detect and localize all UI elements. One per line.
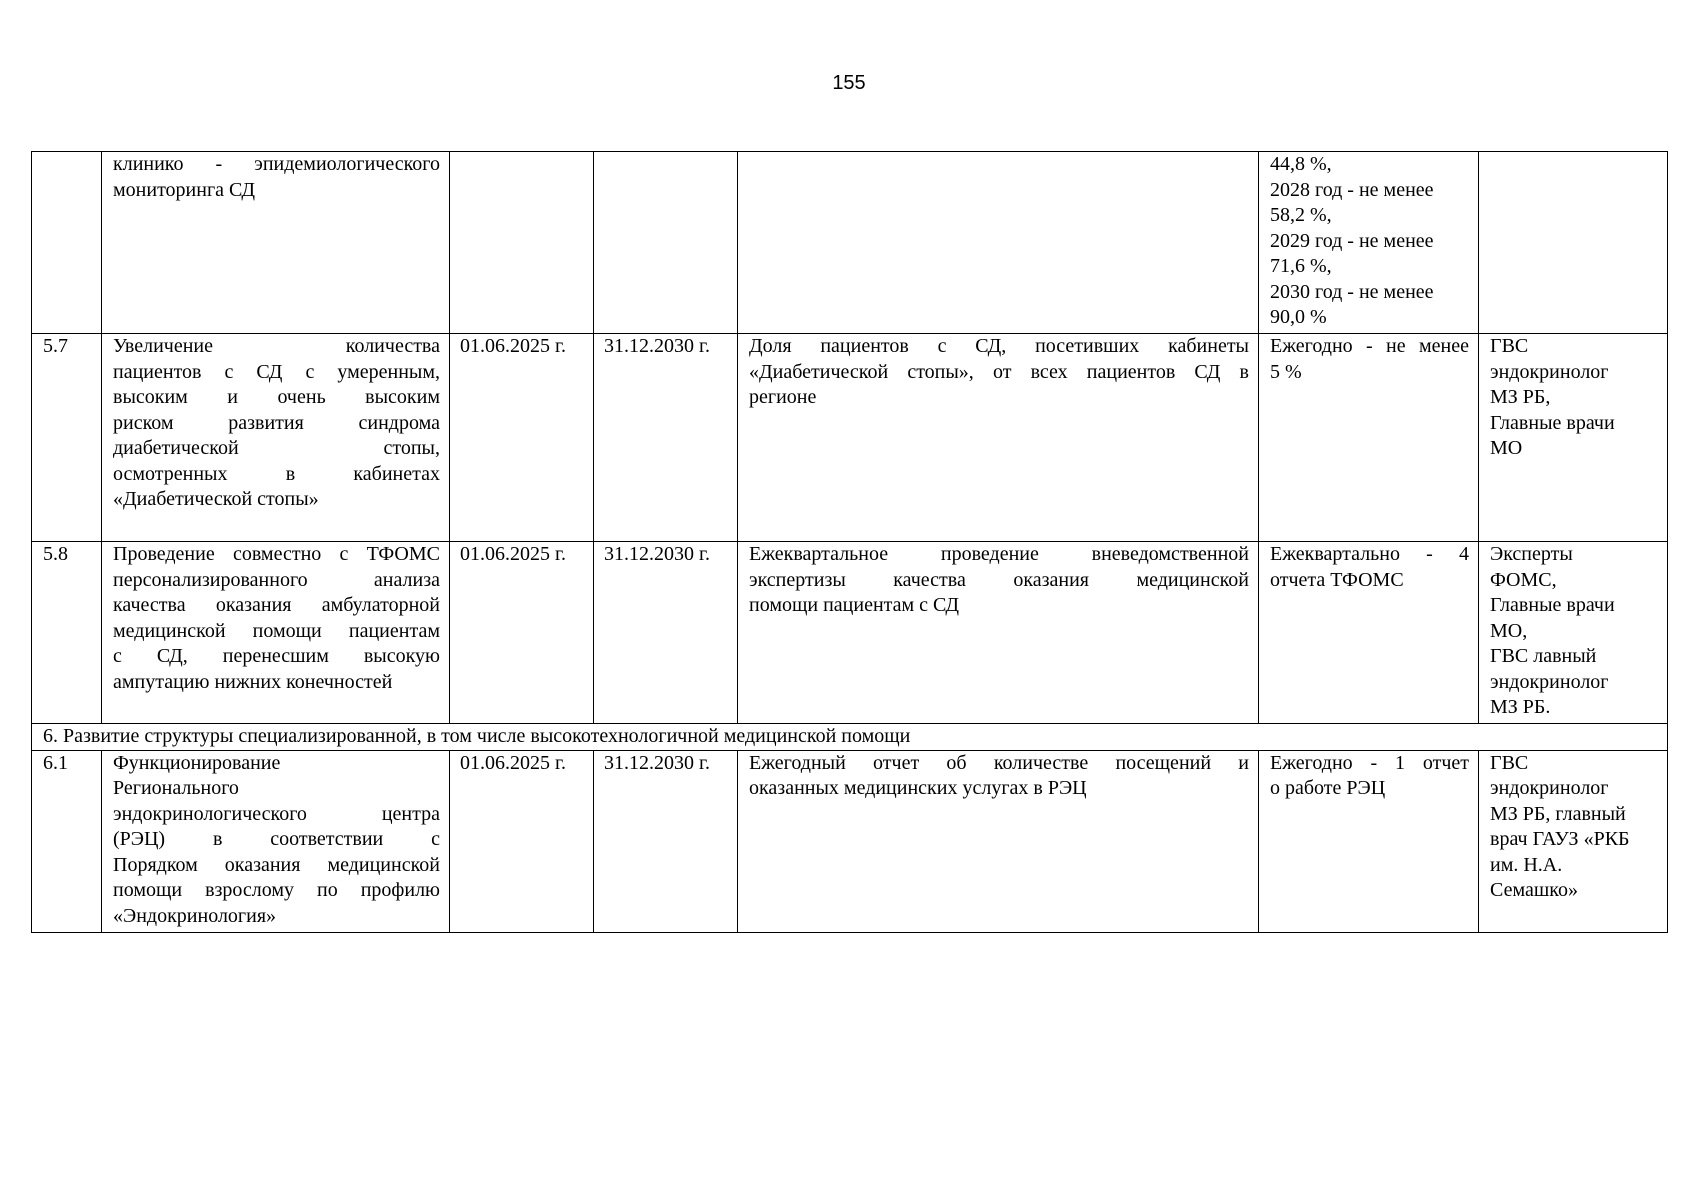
text-line: ампутацию нижних конечностей <box>113 670 393 693</box>
text-line: Ежеквартально - 4 <box>1270 543 1469 565</box>
table-row <box>32 750 1668 932</box>
cell-responsible <box>1479 542 1668 724</box>
text-line: врач ГАУЗ «РКБ <box>1490 828 1630 850</box>
page-number: 155 <box>832 72 866 94</box>
text-line: с СД, перенесшим высокую <box>113 645 440 667</box>
text-line: Порядком оказания медицинской <box>113 853 440 876</box>
text-line: им. Н.А. <box>1490 853 1563 876</box>
cell-num: 5.7 <box>32 334 102 542</box>
text-line: МЗ РБ, <box>1490 386 1551 408</box>
cell-activity <box>102 334 450 542</box>
table-row <box>32 334 1668 542</box>
text-line: МЗ РБ. <box>1490 696 1551 718</box>
text-line: Увеличение количества <box>113 335 440 357</box>
text-line: экспертизы качества оказания медицинской <box>749 568 1249 591</box>
text-line: медицинской помощи пациентам <box>113 619 440 642</box>
cell-responsible <box>1479 152 1668 334</box>
text-line: 2028 год - не менее <box>1270 178 1434 201</box>
text-line: Ежегодный отчет об количестве посещений и <box>749 751 1249 774</box>
text-line: эндокринологического центра <box>113 802 440 825</box>
text-line: 58,2 %, <box>1270 204 1332 226</box>
text-line: помощи взрослому по профилю <box>113 879 440 901</box>
cell-start-date: 01.06.2025 г. <box>450 542 594 724</box>
text-line: МО, <box>1490 619 1528 642</box>
text-line: Ежеквартальное проведение вневедомственной <box>749 543 1249 565</box>
text-line: «Диабетической стопы», от всех пациентов СД в <box>749 360 1249 383</box>
text-line: 71,6 %, <box>1270 255 1332 277</box>
text-line: помощи пациентам с СД <box>749 594 960 616</box>
text-line: (РЭЦ) в соответствии с <box>113 828 440 850</box>
text-line: «Эндокринология» <box>113 904 277 927</box>
text-line: отчета ТФОМС <box>1270 568 1404 591</box>
text-line: осмотренных в кабинетах <box>113 462 440 485</box>
text-line: оказанных медицинских услугах в РЭЦ <box>749 777 1087 799</box>
cell-target <box>1259 334 1479 542</box>
text-line: качества оказания амбулаторной <box>113 594 440 616</box>
text-line: эндокринолог <box>1490 360 1609 383</box>
text-line: ГВС лавный <box>1490 645 1597 667</box>
text-line: 44,8 %, <box>1270 153 1332 175</box>
text-line: Функционирование <box>113 751 281 774</box>
text-line: диабетической стопы, <box>113 437 440 459</box>
cell-end-date: 31.12.2030 г. <box>594 750 738 932</box>
cell-responsible <box>1479 750 1668 932</box>
text-line: Главные врачи <box>1490 411 1615 434</box>
cell-start-date <box>450 152 594 334</box>
cell-end-date: 31.12.2030 г. <box>594 334 738 542</box>
cell-indicator <box>738 152 1259 334</box>
cell-indicator <box>738 542 1259 724</box>
text-line: Эксперты <box>1490 543 1573 565</box>
text-line: о работе РЭЦ <box>1270 777 1386 799</box>
text-line: ГВС <box>1490 335 1529 357</box>
cell-num: 6.1 <box>32 750 102 932</box>
activity-plan-table <box>31 151 1668 933</box>
cell-indicator <box>738 334 1259 542</box>
text-line: Ежегодно - не менее <box>1270 335 1469 357</box>
text-line: Семашко» <box>1490 879 1578 901</box>
cell-indicator <box>738 750 1259 932</box>
cell-target <box>1259 750 1479 932</box>
text-line: Ежегодно - 1 отчет <box>1270 751 1469 774</box>
text-line: Доля пациентов с СД, посетивших кабинеты <box>749 335 1249 357</box>
text-line: ГВС <box>1490 751 1529 774</box>
text-line: регионе <box>749 386 817 408</box>
cell-activity <box>102 750 450 932</box>
cell-num <box>32 152 102 334</box>
table-row-continuation <box>32 152 1668 334</box>
text-line: клинико - эпидемиологического <box>113 153 440 175</box>
text-line: «Диабетической стопы» <box>113 488 319 510</box>
text-line: эндокринолог <box>1490 670 1609 693</box>
text-line: Проведение совместно с ТФОМС <box>113 543 440 565</box>
text-line: эндокринолог <box>1490 777 1609 799</box>
text-line: риском развития синдрома <box>113 411 440 434</box>
cell-target <box>1259 152 1479 334</box>
section-title: 6. Развитие структуры специализированной, в том числе высокотехнологичной медицинской помощи <box>32 724 1668 751</box>
section-heading-row <box>32 724 1668 751</box>
text-line: ФОМС, <box>1490 568 1557 591</box>
cell-start-date: 01.06.2025 г. <box>450 334 594 542</box>
text-line: мониторинга СД <box>113 178 256 201</box>
cell-target <box>1259 542 1479 724</box>
text-line: пациентов с СД с умеренным, <box>113 360 440 383</box>
text-line: 2030 год - не менее <box>1270 280 1434 303</box>
text-line: 5 % <box>1270 360 1302 383</box>
cell-activity <box>102 542 450 724</box>
text-line: Регионального <box>113 777 239 799</box>
cell-start-date: 01.06.2025 г. <box>450 750 594 932</box>
table-row <box>32 542 1668 724</box>
cell-num: 5.8 <box>32 542 102 724</box>
text-line: МЗ РБ, главный <box>1490 802 1626 825</box>
text-line: Главные врачи <box>1490 594 1615 616</box>
text-line: 2029 год - не менее <box>1270 229 1434 252</box>
text-line: высоким и очень высоким <box>113 386 440 408</box>
cell-end-date: 31.12.2030 г. <box>594 542 738 724</box>
text-line: 90,0 % <box>1270 306 1327 328</box>
text-line: персонализированного анализа <box>113 568 440 591</box>
cell-activity <box>102 152 450 334</box>
text-line: МО <box>1490 437 1523 459</box>
cell-responsible <box>1479 334 1668 542</box>
cell-end-date <box>594 152 738 334</box>
